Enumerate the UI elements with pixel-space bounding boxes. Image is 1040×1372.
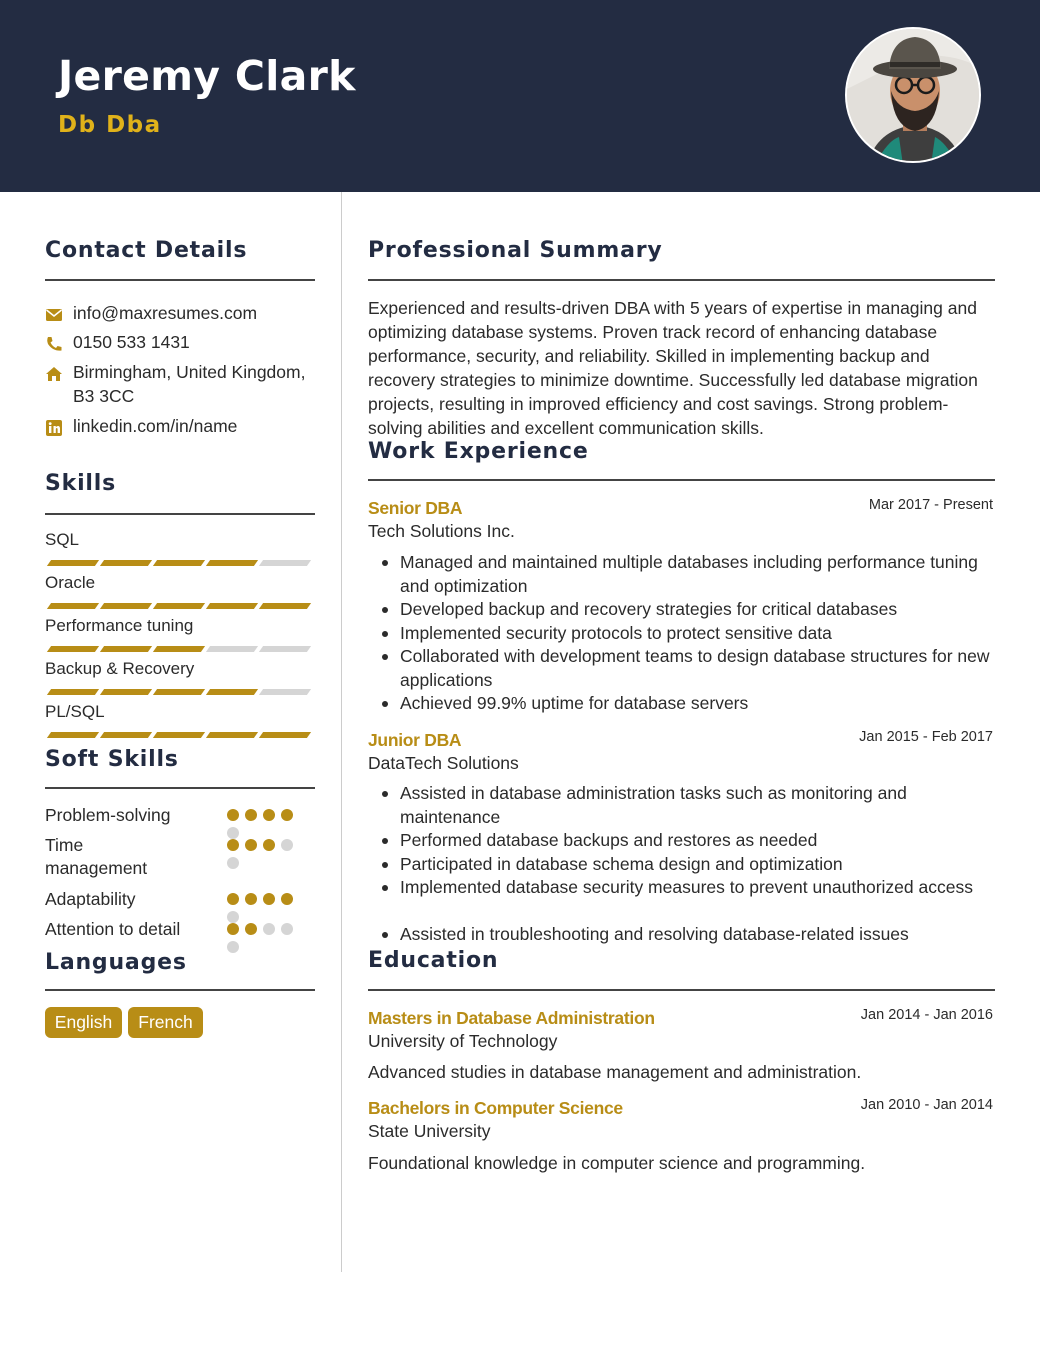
skill-level-segment <box>206 646 258 652</box>
contact-heading: Contact Details <box>45 238 248 263</box>
languages-heading: Languages <box>45 950 187 975</box>
skills-heading: Skills <box>45 471 116 496</box>
skill-name-performance-tuning: Performance tuning <box>45 616 194 635</box>
skill-bar-plsql <box>46 732 314 738</box>
contact-phone <box>45 330 325 354</box>
candidate-name: Jeremy Clark <box>58 52 356 100</box>
contact-address-text: Birmingham, United Kingdom, B3 3CC <box>73 362 306 406</box>
contact-email-text: info@maxresumes.com <box>73 303 258 323</box>
job-dates-senior-dba: Mar 2017 - Present <box>868 497 993 513</box>
summary-heading: Professional Summary <box>368 238 663 263</box>
school-bachelors: State University <box>368 1121 491 1141</box>
soft-skill-problem-solving: Problem-solving <box>45 805 171 825</box>
rating-dot <box>281 809 293 821</box>
list-item: Assisted in troubleshooting and resolving database-related issues <box>368 923 998 947</box>
skill-bar-backup-recovery <box>46 689 314 695</box>
rating-dot <box>245 839 257 851</box>
job-company-senior-dba: Tech Solutions Inc. <box>368 521 515 541</box>
skill-name-oracle: Oracle <box>45 573 96 592</box>
degree-bachelors: Bachelors in Computer Science <box>368 1098 623 1118</box>
skill-name-backup-recovery: Backup & Recovery <box>45 659 195 678</box>
skill-level-segment <box>153 646 205 652</box>
skill-level-segment <box>47 603 99 609</box>
language-badge-english: English <box>45 1007 122 1038</box>
phone-icon <box>45 334 63 350</box>
profile-photo <box>845 27 981 163</box>
soft-skill-attention-to-detail: Attention to detail <box>45 919 181 939</box>
rating-dot <box>245 923 257 935</box>
skill-level-segment <box>259 732 311 738</box>
skill-name-sql: SQL <box>45 530 80 549</box>
skill-level-segment <box>153 732 205 738</box>
list-item: Developed backup and recovery strategies for critical databases <box>368 598 998 622</box>
rating-dot <box>227 809 239 821</box>
school-masters: University of Technology <box>368 1031 558 1051</box>
rating-dot <box>227 839 239 851</box>
list-item: Achieved 99.9% uptime for database servers <box>368 692 998 716</box>
experience-heading: Work Experience <box>368 439 589 464</box>
rating-dot <box>281 893 293 905</box>
skill-level-segment <box>47 560 99 566</box>
list-item: Managed and maintained multiple databases including performance tuning and optimization <box>368 551 998 598</box>
contact-linkedin <box>45 414 325 438</box>
skill-level-segment <box>47 732 99 738</box>
summary-heading-rule <box>368 279 995 281</box>
degree-description-masters: Advanced studies in database management and administration. <box>368 1062 862 1082</box>
skill-bar-sql <box>46 560 314 566</box>
skill-level-segment <box>259 646 311 652</box>
rating-dot <box>281 923 293 935</box>
contact-phone-text: 0150 533 1431 <box>73 332 190 352</box>
rating-dot <box>281 839 293 851</box>
soft-skills-heading-rule <box>45 787 315 789</box>
rating-dot <box>263 809 275 821</box>
languages-heading-rule <box>45 989 315 991</box>
job-bullets-junior-dba <box>368 782 998 947</box>
candidate-title: Db Dba <box>58 112 162 138</box>
contact-email <box>45 301 325 325</box>
rating-dot <box>227 923 239 935</box>
soft-skill-adaptability: Adaptability <box>45 889 136 909</box>
summary-text: Experienced and results-driven DBA with 5 years of expertise in managing and optimizing database systems. Proven track record of enhancing database performance, security, and reliability. Skilled in implementing backup and recovery strategies to minimize downtime. Successfully led database migration projects, resulting in improved efficiency and cost savings. Strong problem-solving abilities and excellent communication skills. <box>368 298 978 438</box>
list-item: Assisted in database administration tasks such as monitoring and maintenance <box>368 782 998 829</box>
degree-dates-bachelors: Jan 2010 - Jan 2014 <box>860 1097 993 1113</box>
rating-dot <box>227 857 239 869</box>
degree-dates-masters: Jan 2014 - Jan 2016 <box>860 1007 993 1023</box>
rating-dot <box>263 839 275 851</box>
rating-dot <box>263 923 275 935</box>
degree-description-bachelors: Foundational knowledge in computer science and programming. <box>368 1153 866 1173</box>
education-heading-rule <box>368 989 995 991</box>
language-badge-french: French <box>128 1007 203 1038</box>
skill-bar-oracle <box>46 603 314 609</box>
skill-level-segment <box>153 603 205 609</box>
skill-level-segment <box>100 603 152 609</box>
rating-dot <box>263 893 275 905</box>
skill-level-segment <box>206 603 258 609</box>
list-item: Performed database backups and restores as needed <box>368 829 998 853</box>
skill-level-segment <box>153 560 205 566</box>
skill-level-segment <box>206 560 258 566</box>
education-heading: Education <box>368 948 499 973</box>
envelope-icon <box>45 305 63 321</box>
job-bullets-senior-dba <box>368 551 998 716</box>
contact-linkedin-text: linkedin.com/in/name <box>73 416 238 436</box>
home-icon <box>45 364 63 380</box>
job-company-junior-dba: DataTech Solutions <box>368 753 519 773</box>
skill-level-segment <box>259 560 311 566</box>
rating-dot <box>245 809 257 821</box>
soft-skill-time-management: Time management <box>45 835 148 878</box>
rating-dot <box>227 893 239 905</box>
skills-heading-rule <box>45 513 315 515</box>
skill-level-segment <box>100 560 152 566</box>
contact-heading-rule <box>45 279 315 281</box>
skill-level-segment <box>100 732 152 738</box>
job-dates-junior-dba: Jan 2015 - Feb 2017 <box>859 729 993 745</box>
skill-level-segment <box>100 646 152 652</box>
skill-name-plsql: PL/SQL <box>45 702 105 721</box>
rating-dot <box>227 827 239 839</box>
list-item: Participated in database schema design and optimization <box>368 853 998 877</box>
skill-level-segment <box>100 689 152 695</box>
skill-level-segment <box>206 732 258 738</box>
resume-header <box>0 0 1040 192</box>
skill-level-segment <box>259 689 311 695</box>
job-role-junior-dba: Junior DBA <box>368 730 462 750</box>
job-role-senior-dba: Senior DBA <box>368 498 463 518</box>
column-divider <box>341 192 342 1272</box>
contact-address <box>45 360 325 408</box>
skill-level-segment <box>153 689 205 695</box>
skill-level-segment <box>259 603 311 609</box>
linkedin-icon <box>45 418 63 434</box>
degree-masters: Masters in Database Administration <box>368 1008 655 1028</box>
experience-heading-rule <box>368 479 995 481</box>
list-item: Implemented database security measures to prevent unauthorized access <box>368 876 998 900</box>
skill-level-segment <box>47 689 99 695</box>
skill-bar-performance-tuning <box>46 646 314 652</box>
skill-level-segment <box>206 689 258 695</box>
skill-level-segment <box>47 646 99 652</box>
list-item: Collaborated with development teams to design database structures for new applications <box>368 645 998 692</box>
soft-skills-heading: Soft Skills <box>45 747 179 772</box>
rating-dot <box>227 911 239 923</box>
rating-dot <box>227 941 239 953</box>
rating-dot <box>245 893 257 905</box>
list-item: Implemented security protocols to protect sensitive data <box>368 622 998 646</box>
